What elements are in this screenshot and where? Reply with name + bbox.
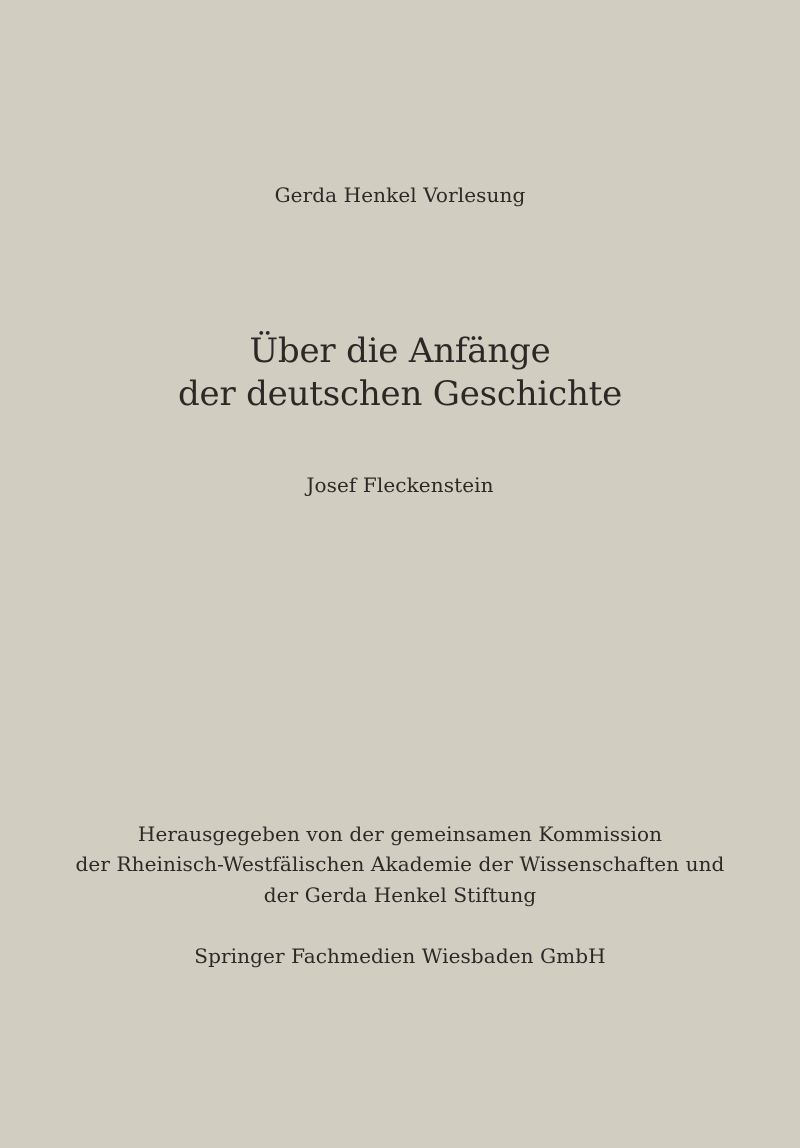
book-title-line-1: Über die Anfänge [249, 331, 551, 371]
publisher-note-line-3: der Gerda Henkel Stiftung [263, 883, 537, 907]
series-title: Gerda Henkel Vorlesung [274, 183, 526, 207]
author-name: Josef Fleckenstein [306, 473, 494, 497]
publisher-note-line-2: der Rheinisch-Westfälischen Akademie der Wissenschaften und [75, 852, 725, 876]
publisher-imprint: Springer Fachmedien Wiesbaden GmbH [194, 944, 606, 968]
publisher-note-line-1: Herausgegeben von der gemeinsamen Kommission [137, 822, 663, 846]
book-title-line-2: der deutschen Geschichte [177, 374, 623, 414]
